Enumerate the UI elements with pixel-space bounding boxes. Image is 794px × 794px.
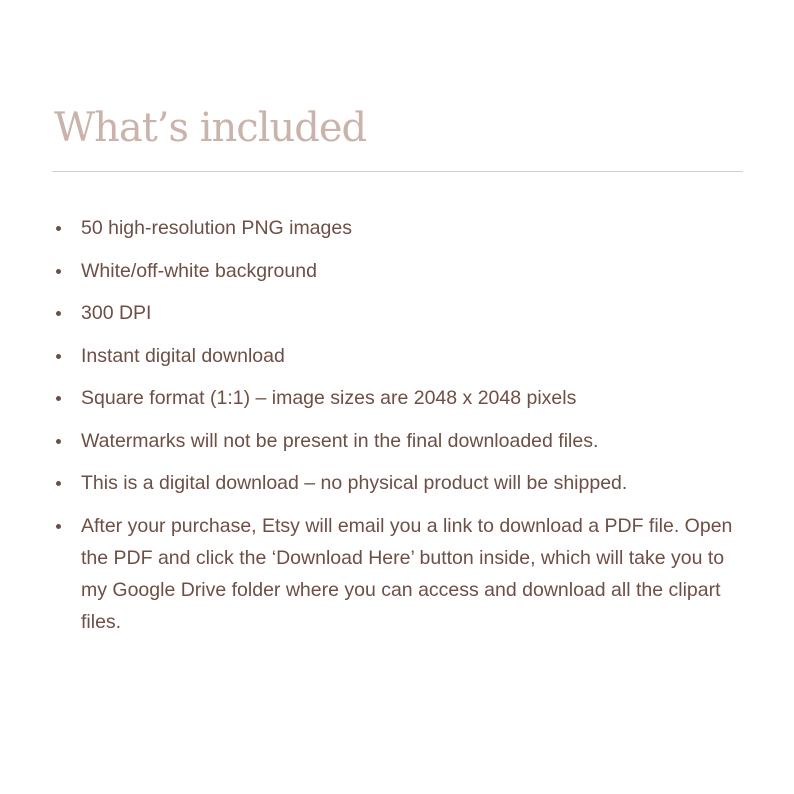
list-item xyxy=(0,297,794,329)
bullet-icon xyxy=(56,354,61,359)
list-item xyxy=(0,425,794,457)
page-title: What’s included xyxy=(54,105,367,151)
list-item-text: 300 DPI xyxy=(81,302,152,324)
bullet-icon xyxy=(56,396,61,401)
bullet-icon xyxy=(56,226,61,231)
included-list xyxy=(0,212,794,648)
list-item xyxy=(0,467,794,499)
bullet-icon xyxy=(56,439,61,444)
list-item xyxy=(0,510,794,638)
bullet-icon xyxy=(56,269,61,274)
bullet-icon xyxy=(56,524,61,529)
list-item xyxy=(0,255,794,287)
list-item xyxy=(0,212,794,244)
list-item-text: 50 high-resolution PNG images xyxy=(81,217,352,239)
list-item-text: White/off-white background xyxy=(81,259,317,282)
list-item-text: Watermarks will not be present in the final downloaded files. xyxy=(81,429,599,452)
list-item xyxy=(0,340,794,372)
list-item-text: After your purchase, Etsy will email you a link to download a PDF file. Open the PDF and click the ‘Download Here’ button inside, which will take you to my Google Drive folder where you can access and download all the clipart files. xyxy=(81,514,733,633)
title-divider xyxy=(52,171,743,172)
bullet-icon xyxy=(56,311,61,316)
list-item-text: Instant digital download xyxy=(81,344,285,367)
list-item xyxy=(0,382,794,414)
bullet-icon xyxy=(56,481,61,486)
list-item-text: This is a digital download – no physical product will be shipped. xyxy=(81,472,628,494)
list-item-text: Square format (1:1) – image sizes are 2048 x 2048 pixels xyxy=(81,387,577,409)
